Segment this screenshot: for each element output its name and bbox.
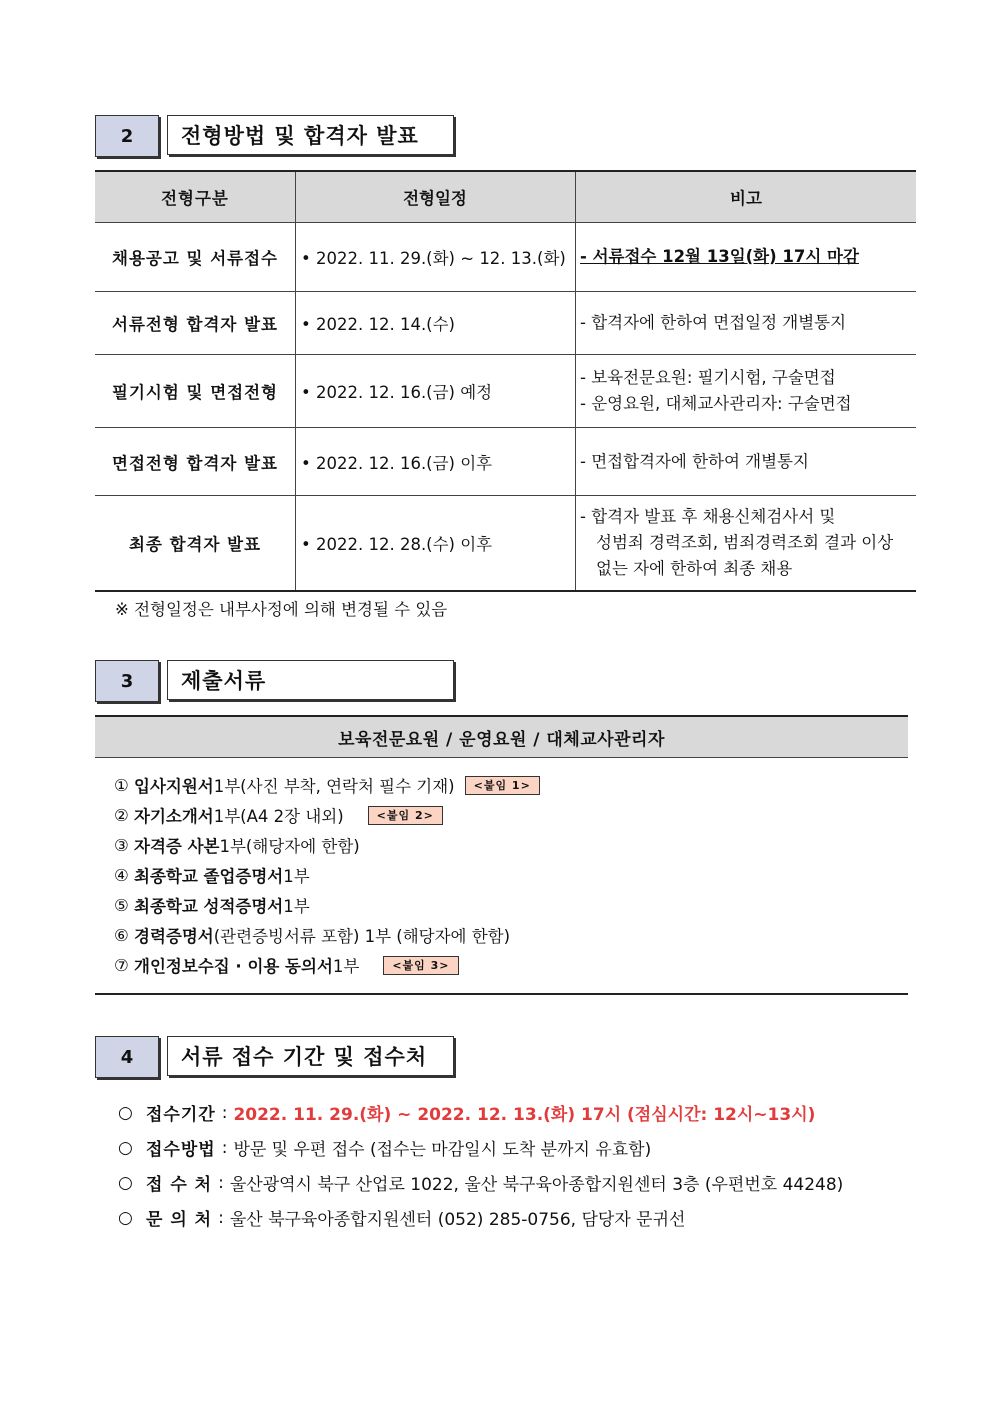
section-number: 4 — [95, 1036, 159, 1078]
circle-bullet-icon: ○ — [118, 1137, 133, 1158]
info-label: 문 의 처 — [146, 1210, 213, 1230]
note-line: - 보육전문요원: 필기시험, 구술면접 — [580, 368, 836, 387]
list-item — [118, 1095, 843, 1130]
info-value: 울산 북구육아종합지원센터 (052) 285-0756, 담당자 문귀선 — [229, 1210, 686, 1230]
document-name: 경력증명서 — [134, 927, 214, 946]
document-detail: 1부(A4 2장 내외) — [213, 807, 344, 826]
column-header: 비고 — [576, 171, 917, 223]
note-line: - 합격자에 한하여 면접일정 개별통지 — [580, 313, 847, 332]
note-line: 성범죄 경력조회, 범죄경력조회 결과 이상 — [596, 532, 894, 552]
document-detail: 1부 — [332, 957, 360, 976]
circle-bullet-icon: ○ — [118, 1207, 133, 1228]
note-line: 없는 자에 한하여 최종 채용 — [596, 558, 793, 578]
row-category: 최종 합격자 발표 — [95, 496, 296, 591]
note-line: - 운영요원, 대체교사관리자: 구술면접 — [580, 394, 852, 413]
document-detail: (관련증빙서류 포함) 1부 (해당자에 한함) — [213, 927, 511, 946]
documents-target-header: 보육전문요원 / 운영요원 / 대체교사관리자 — [95, 715, 908, 758]
table-row — [95, 292, 916, 355]
list-item — [114, 830, 904, 860]
row-notes — [576, 496, 917, 591]
info-value: 방문 및 우편 접수 (접수는 마감일시 도착 분까지 유효함) — [233, 1140, 652, 1160]
row-category: 채용공고 및 서류접수 — [95, 223, 296, 292]
list-item — [114, 890, 904, 920]
circle-bullet-icon: ○ — [118, 1172, 133, 1193]
table-row — [95, 496, 916, 591]
row-category: 필기시험 및 면접전형 — [95, 355, 296, 428]
info-value: 2022. 11. 29.(화) ~ 2022. 12. 13.(화) 17시 (점심시간: 12시~13시) — [233, 1105, 816, 1125]
row-notes — [576, 292, 917, 355]
row-notes — [576, 355, 917, 428]
schedule-table — [95, 170, 916, 592]
documents-list — [114, 770, 904, 980]
document-detail: 1부(사진 부착, 연락처 필수 기재) — [213, 777, 455, 796]
table-row — [95, 355, 916, 428]
row-schedule: • 2022. 11. 29.(화) ~ 12. 13.(화) — [296, 223, 576, 292]
row-schedule: • 2022. 12. 14.(수) — [296, 292, 576, 355]
row-schedule: • 2022. 12. 16.(금) 이후 — [296, 428, 576, 496]
attachment-tag: <붙임 1> — [465, 776, 540, 795]
separator: : — [221, 1102, 228, 1123]
list-item — [114, 950, 904, 980]
list-item — [118, 1200, 843, 1235]
document-name: 최종학교 성적증명서 — [134, 897, 284, 916]
list-item — [114, 860, 904, 890]
item-marker: ② — [114, 805, 129, 825]
list-item — [114, 800, 904, 830]
divider — [95, 993, 908, 995]
list-item — [118, 1165, 843, 1200]
document-name: 개인정보수집 · 이용 동의서 — [134, 957, 333, 976]
document-name: 입사지원서 — [134, 777, 214, 796]
list-item — [114, 770, 904, 800]
document-name: 자격증 사본 — [134, 837, 220, 856]
note-line: - 면접합격자에 한하여 개별통지 — [580, 451, 809, 471]
table-header-row — [95, 171, 916, 223]
application-info-list — [118, 1095, 843, 1235]
document-name: 최종학교 졸업증명서 — [134, 867, 284, 886]
deadline-note: - 서류접수 12월 13일(화) 17시 마감 — [580, 247, 859, 266]
list-item — [118, 1130, 843, 1165]
schedule-footnote: ※ 전형일정은 내부사정에 의해 변경될 수 있음 — [115, 600, 448, 619]
row-notes — [576, 223, 917, 292]
column-header: 전형구분 — [95, 171, 296, 223]
column-header: 전형일정 — [296, 171, 576, 223]
document-detail: 1부 — [283, 867, 310, 886]
separator: : — [218, 1207, 224, 1228]
attachment-tag: <붙임 2> — [368, 806, 443, 825]
note-line: - 합격자 발표 후 채용신체검사서 및 — [580, 506, 836, 526]
row-notes — [576, 428, 917, 496]
separator: : — [218, 1172, 224, 1193]
item-marker: ③ — [114, 835, 129, 855]
row-schedule: • 2022. 12. 28.(수) 이후 — [296, 496, 576, 591]
row-category: 서류전형 합격자 발표 — [95, 292, 296, 355]
section-title: 서류 접수 기간 및 접수처 — [167, 1036, 454, 1076]
section-number: 3 — [95, 660, 159, 702]
item-marker: ⑥ — [114, 925, 129, 945]
item-marker: ④ — [114, 865, 129, 885]
item-marker: ⑤ — [114, 895, 129, 915]
row-schedule: • 2022. 12. 16.(금) 예정 — [296, 355, 576, 428]
separator: : — [221, 1137, 228, 1158]
info-label: 접 수 처 — [146, 1175, 213, 1195]
attachment-tag: <붙임 3> — [383, 956, 458, 975]
list-item — [114, 920, 904, 950]
document-name: 자기소개서 — [134, 807, 214, 826]
circle-bullet-icon: ○ — [118, 1102, 133, 1123]
section-number: 2 — [95, 115, 159, 157]
item-marker: ⑦ — [114, 955, 129, 975]
row-category: 면접전형 합격자 발표 — [95, 428, 296, 496]
info-value: 울산광역시 북구 산업로 1022, 울산 북구육아종합지원센터 3층 (우편번호 44248) — [229, 1175, 844, 1195]
section-title: 전형방법 및 합격자 발표 — [167, 115, 454, 155]
document-detail: 1부(해당자에 한함) — [219, 837, 360, 856]
table-row — [95, 223, 916, 292]
item-marker: ① — [114, 775, 129, 795]
table-row — [95, 428, 916, 496]
document-detail: 1부 — [283, 897, 310, 916]
section-title: 제출서류 — [167, 660, 454, 700]
info-label: 접수방법 — [146, 1140, 216, 1160]
info-label: 접수기간 — [146, 1105, 216, 1125]
